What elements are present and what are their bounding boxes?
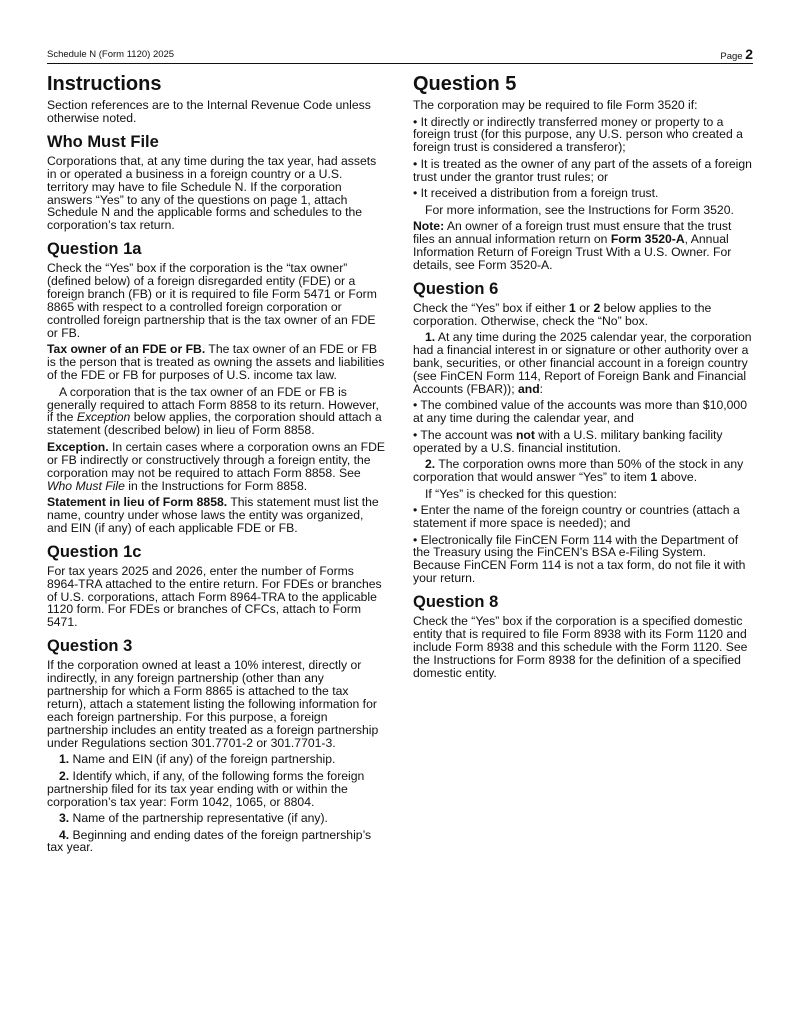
text-run: In certain cases where a corporation owns an FDE or FB indirectly or constructively through a foreign entity, the corporation may not be required to attach Form 8858. See <box>47 439 386 480</box>
paragraph <box>413 204 753 217</box>
text-run: This statement must list the name, country under whose laws the entity was organized, and EIN (if any) of each applicable FDE or FB. <box>47 495 379 535</box>
paragraph <box>47 441 387 493</box>
section-heading: Question 1c <box>47 542 142 561</box>
form-name: Schedule N (Form 1120) 2025 <box>47 49 175 60</box>
section-heading: Question 6 <box>413 279 499 298</box>
paragraph <box>47 343 387 382</box>
text-run: The corporation may be required to file Form 3520 if: <box>413 98 698 112</box>
text-run: For tax years 2025 and 2026, enter the number of Forms 8964-TRA attached to the entire return. For FDEs or branches of U.S. corporations, attach Form 8964-TRA to the applicable 1120 form. For FDEs or branches of CFCs, attach to Form 5471. <box>47 563 382 630</box>
numbered-item <box>47 829 387 855</box>
text-run: Name and EIN (if any) of the foreign partnership. <box>69 752 336 767</box>
page-header <box>47 46 753 64</box>
text-run: A corporation that is the tax owner of an FDE or FB is generally required to attach Form 8858 to its return. However, if the <box>47 384 379 425</box>
italic-text: Who Must File <box>47 478 125 493</box>
text-run: Check the “Yes” box if either <box>413 300 570 315</box>
text-run: The tax owner of an FDE or FB is the person that is treated as owning the assets and liabilities of the FDE or FB for purposes of U.S. income tax law. <box>47 342 385 383</box>
paragraph <box>413 488 753 501</box>
bold-text: Form 3520-A <box>610 232 685 247</box>
bold-text: 1. <box>59 752 70 767</box>
paragraph <box>47 496 387 535</box>
text-run: below applies to the corporation. Otherwise, check the “No” box. <box>413 300 712 328</box>
text-run: • Electronically file FinCEN Form 114 with the Department of the Treasury using the FinCEN’s BSA e-Filing System. Because FinCEN Form 114 is not a tax form, do not file it with your return. <box>413 532 746 586</box>
text-run: Section references are to the Internal Revenue Code unless otherwise noted. <box>47 98 371 125</box>
paragraph <box>47 386 387 438</box>
paragraph <box>413 187 753 200</box>
text-run: For more information, see the Instructions for Form 3520. <box>425 202 734 217</box>
paragraph <box>413 116 753 155</box>
text-run: or <box>575 300 594 315</box>
left-column <box>47 72 387 858</box>
text-run: • It is treated as the owner of any part of the assets of a foreign trust under the grantor trust rules; or <box>413 156 752 184</box>
paragraph <box>47 99 387 125</box>
numbered-item <box>413 458 753 484</box>
text-run: • The combined value of the accounts was more than $10,000 at any time during the calendar year, and <box>413 398 747 426</box>
bold-text: 3. <box>59 811 70 826</box>
section-heading: Who Must File <box>47 132 159 151</box>
text-run: • The account was <box>413 427 516 442</box>
bold-text: Note: <box>413 219 445 234</box>
paragraph <box>413 615 753 680</box>
section-heading: Question 8 <box>413 593 499 612</box>
bold-text: and <box>517 381 540 396</box>
text-run: If “Yes” is checked for this question: <box>425 486 617 501</box>
text-run: An owner of a foreign trust must ensure that the trust files an annual information return on <box>413 219 732 247</box>
page-indicator <box>720 46 753 62</box>
section-heading: Question 5 <box>413 73 517 95</box>
text-run: At any time during the 2025 calendar year, the corporation had a financial interest in or signature or other authority over a bank, securities, or other financial account in a foreign country (see FinCEN Form 114, Report of Foreign Bank and Financial Accounts (FBAR)); <box>413 330 752 396</box>
bold-text: Tax owner of an FDE or FB. <box>47 342 206 357</box>
text-run: with a U.S. military banking facility operated by a U.S. financial institution. <box>413 427 723 455</box>
numbered-item <box>413 331 753 396</box>
section-heading: Question 1a <box>47 240 142 259</box>
text-run: above. <box>657 470 698 485</box>
text-run: Beginning and ending dates of the foreign partnership’s tax year. <box>47 827 372 855</box>
text-run: Check the “Yes” box if the corporation is the “tax owner” (defined below) of a foreign disregarded entity (FDE) or a foreign branch (FB) or it is required to file Form 5471 or Form 8865 with respect to a controlled foreign corporation or controlled foreign partnership that is the tax owner of an FDE or FB. <box>47 261 377 340</box>
paragraph <box>413 99 753 112</box>
bold-text: 2 <box>593 300 601 315</box>
page-label: Page <box>720 51 743 62</box>
numbered-item <box>47 812 387 825</box>
italic-text: Exception <box>76 410 131 425</box>
text-run: • It directly or indirectly transferred money or property to a foreign trust (for this purpose, any U.S. person who created a foreign trust is considered a transferor); <box>413 114 743 155</box>
paragraph <box>47 565 387 630</box>
bold-text: 2. <box>425 457 436 472</box>
paragraph <box>413 504 753 530</box>
bold-text: Statement in lieu of Form 8858. <box>47 495 228 510</box>
paragraph <box>47 659 387 749</box>
paragraph <box>413 158 753 184</box>
text-run: If the corporation owned at least a 10% interest, directly or indirectly, in any foreign partnership (other than any partnership for which a Form 8865 is attached to the tax return), attach a statement listing the following information for each foreign partnership. For this purpose, a foreign partnership includes an entity treated as a foreign partnership under Regulations section 301.7701-2 or 301.7701-3. <box>47 658 379 750</box>
bold-text: 1 <box>569 300 576 315</box>
bold-text: 1 <box>650 470 658 485</box>
section-heading: Question 3 <box>47 637 133 656</box>
paragraph <box>47 155 387 232</box>
text-run: Check the “Yes” box if the corporation is a specified domestic entity that is required to file Form 8938 with its Form 1120 and include Form 8938 and this schedule with the Form 1120. See the Instructions for Form 8938 for the definition of a specified domestic entity. <box>413 614 748 680</box>
text-run: • It received a distribution from a foreign trust. <box>413 186 659 201</box>
paragraph <box>413 220 753 272</box>
numbered-item <box>47 753 387 766</box>
text-run: Name of the partnership representative (if any). <box>69 811 328 826</box>
numbered-item <box>47 770 387 809</box>
text-run: Identify which, if any, of the following forms the foreign partnership filed for its tax year ending with or within the corporation’s tax year: Form 1042, 1065, or 8804. <box>47 768 365 809</box>
right-column <box>413 72 753 683</box>
text-run: Corporations that, at any time during the tax year, had assets in or operated a business in a foreign country or a U.S. territory may have to file Schedule N. If the corporation answers “Yes” to any of the questions on page 1, attach Schedule N and the applicable forms and schedules to the corporation’s tax return. <box>47 153 377 233</box>
text-run: in the Instructions for Form 8858. <box>124 478 308 493</box>
text-run: The corporation owns more than 50% of the stock in any corporation that would answer “Yes” to item <box>413 457 744 485</box>
text-run: • Enter the name of the foreign country or countries (attach a statement if more space is needed); and <box>413 503 740 530</box>
bold-text: not <box>515 427 535 442</box>
text-run: : <box>539 381 544 396</box>
paragraph <box>413 302 753 328</box>
text-run: , Annual Information Return of Foreign Trust With a U.S. Owner. For details, see Form 3520-A. <box>413 232 732 272</box>
bold-text: Exception. <box>47 439 109 454</box>
paragraph <box>47 262 387 339</box>
bold-text: 1. <box>425 330 436 345</box>
bold-text: 2. <box>59 768 70 783</box>
paragraph <box>413 429 753 455</box>
section-heading: Instructions <box>47 73 162 95</box>
page-number: 2 <box>745 46 753 62</box>
paragraph <box>413 534 753 586</box>
paragraph <box>413 399 753 425</box>
text-run: below applies, the corporation should attach a statement (described below) in lieu of Form 8858. <box>47 410 382 438</box>
bold-text: 4. <box>59 827 70 842</box>
